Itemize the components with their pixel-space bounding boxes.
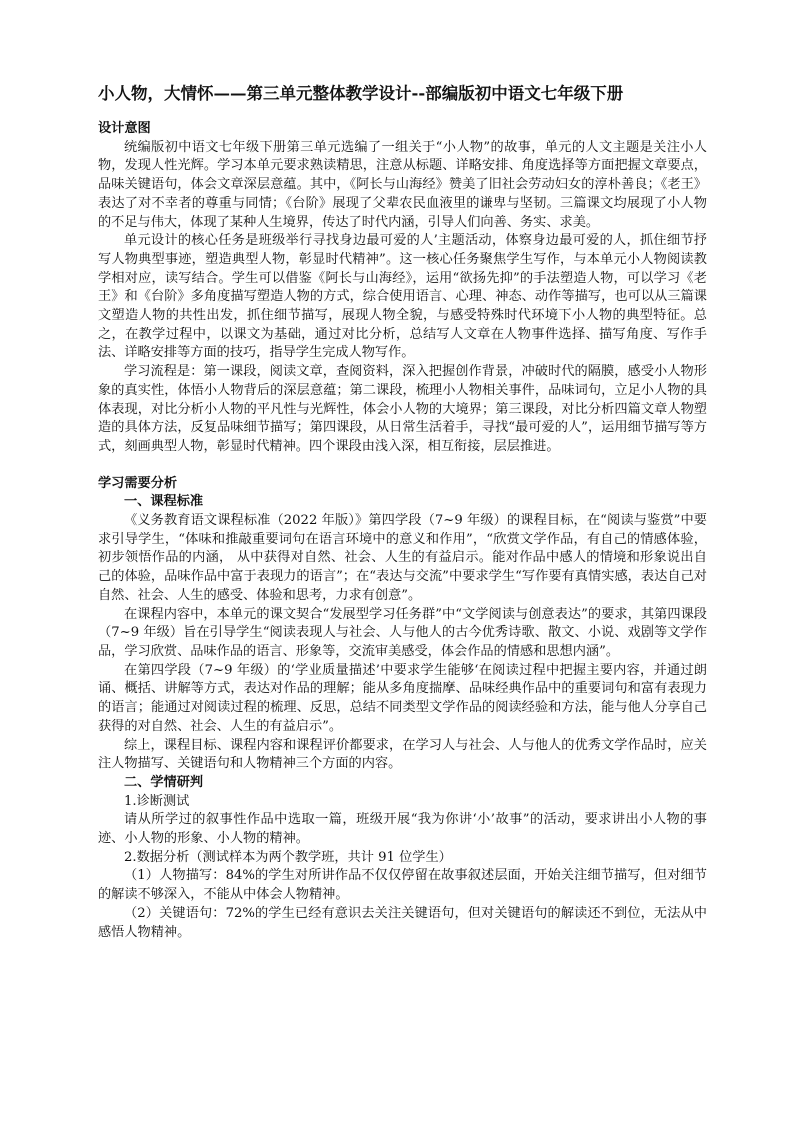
document-title: 小人物，大情怀——第三单元整体教学设计--部编版初中语文七年级下册 — [98, 84, 624, 103]
subsection-heading-learner-analysis: 二、学情研判 — [124, 774, 204, 790]
paragraph: 统编版初中语文七年级下册第三单元选编了一组关于“小人物”的故事，单元的人文主题是关注小人物，发现人性光辉。学习本单元要求熟读精思，注意从标题、详略安排、角度选择等方面把握文章要点，品味关键语句，体会文章深层意蕴。其中，《阿长与山海经》赞美了旧社会劳动妇女的淳朴善良；《老王》表达了对不幸者的尊重与同情；《台阶》展现了父辈农民血液里的谦卑与坚韧。三篇课文均展现了小人物的不足与伟大，体现了某种人生境界，传达了时代内涵，引导人们向善、务实、求美。 — [98, 139, 707, 230]
list-item: （1）人物描写：84%的学生对所讲作品不仅仅停留在故事叙述层面，开始关注细节描写，但对细节的解读不够深入，不能从中体会人物精神。 — [98, 868, 707, 903]
paragraph: 在第四学段（7~9 年级）的‘学业质量描述’中要求学生能够‘在阅读过程中把握主要内容，并通过朗诵、概括、讲解等方式，表达对作品的理解；能从多角度揣摩、品味经典作品中的重要词句和富有表现力的语言；能通过对阅读过程的梳理、反思，总结不同类型文学作品的阅读经验和方法，能与他人分享自己获得的对自然、社会、人生的有益启示”。 — [98, 662, 707, 734]
section-spacer — [98, 457, 707, 475]
list-item: （2）关键语句：72%的学生已经有意识去关注关键语句，但对关键语句的解读还不到位，无法从中感悟人物精神。 — [98, 905, 707, 940]
document-body — [98, 120, 707, 942]
paragraph: 单元设计的核心任务是班级举行寻找身边最可爱的人’主题活动，体察身边最可爱的人，抓住细节抒写人物典型事迹，塑造典型人物，彰显时代精神”。这一核心任务聚焦学生写作，与本单元小人物阅读教学相对应，读写结合。学生可以借鉴《阿长与山海经》，运用“欲扬先抑”的手法塑造人物，可以学习《老王》和《台阶》多角度描写塑造人物的方式，综合使用语言、心理、神态、动作等描写，也可以从三篇课文塑造人物的共性出发，抓住细节描写，展现人物全貌，与感受特殊时代环境下小人物的典型特征。总之，在教学过程中，以课文为基础，通过对比分析，总结写人文章在人物事件选择、描写角度、写作手法、详略安排等方面的技巧，指导学生完成人物写作。 — [98, 233, 707, 361]
paragraph: 《义务教育语文课程标准（2022 年版）》第四学段（7~9 年级）的课程目标，在“阅读与鉴赏”中要求引导学生，“体味和推敲重要词句在语言环境中的意义和作用”，“欣赏文学作品，有自己的情感体验，初步领悟作品的内涵， 从中获得对自然、社会、人生的有益启示。能对作品中感人的情境和形象说出自己的体验，品味作品中富于表现力的语言”；在“表达与交流”中要求学生“写作要有真情实感，表达自己对自然、社会、人生的感受、体验和思考，力求有创意”。 — [98, 513, 707, 603]
subsection-heading-curriculum: 一、课程标准 — [124, 494, 204, 510]
paragraph: 综上，课程目标、课程内容和课程评价都要求，在学习人与社会、人与他人的优秀文学作品时，应关注人物描写、关键语句和人物精神三个方面的内容。 — [98, 737, 707, 772]
item-label-diagnostic-test: 1.诊断测试 — [124, 793, 190, 809]
paragraph: 请从所学过的叙事性作品中选取一篇，班级开展“我为你讲‘小’故事”的活动，要求讲出小人物的事迹、小人物的形象、小人物的精神。 — [98, 812, 707, 847]
paragraph: 学习流程是：第一课段，阅读文章，查阅资料，深入把握创作背景，冲破时代的隔膜，感受小人物形象的真实性，体悟小人物背后的深层意蕴；第二课段，梳理小人物相关事件，品味词句，立足小人物的具体表现，对比分析小人物的平凡性与光辉性，体会小人物的大境界；第三课段，对比分析四篇文章人物塑造的具体方法，反复品味细节描写；第四课段，从日常生活着手，寻找“最可爱的人”，运用细节描写等方式，刻画典型人物，彰显时代精神。四个课段由浅入深，相互衔接，层层推进。 — [98, 364, 707, 454]
section-heading-design-intent: 设计意图 — [98, 121, 151, 136]
paragraph: 在课程内容中，本单元的课文契合“发展型学习任务群”中“文学阅读与创意表达”的要求，其第四课段（7~9 年级）旨在引导学生“阅读表现人与社会、人与他人的古今优秀诗歌、散文、小说、戏剧等文学作品，学习欣赏、品味作品的语言、形象等，交流审美感受，体会作品的情感和思想内涵”。 — [98, 606, 707, 659]
item-label-data-analysis: 2.数据分析（测试样本为两个教学班，共计 91 位学生） — [124, 849, 452, 865]
section-heading-needs-analysis: 学习需要分析 — [98, 475, 178, 491]
